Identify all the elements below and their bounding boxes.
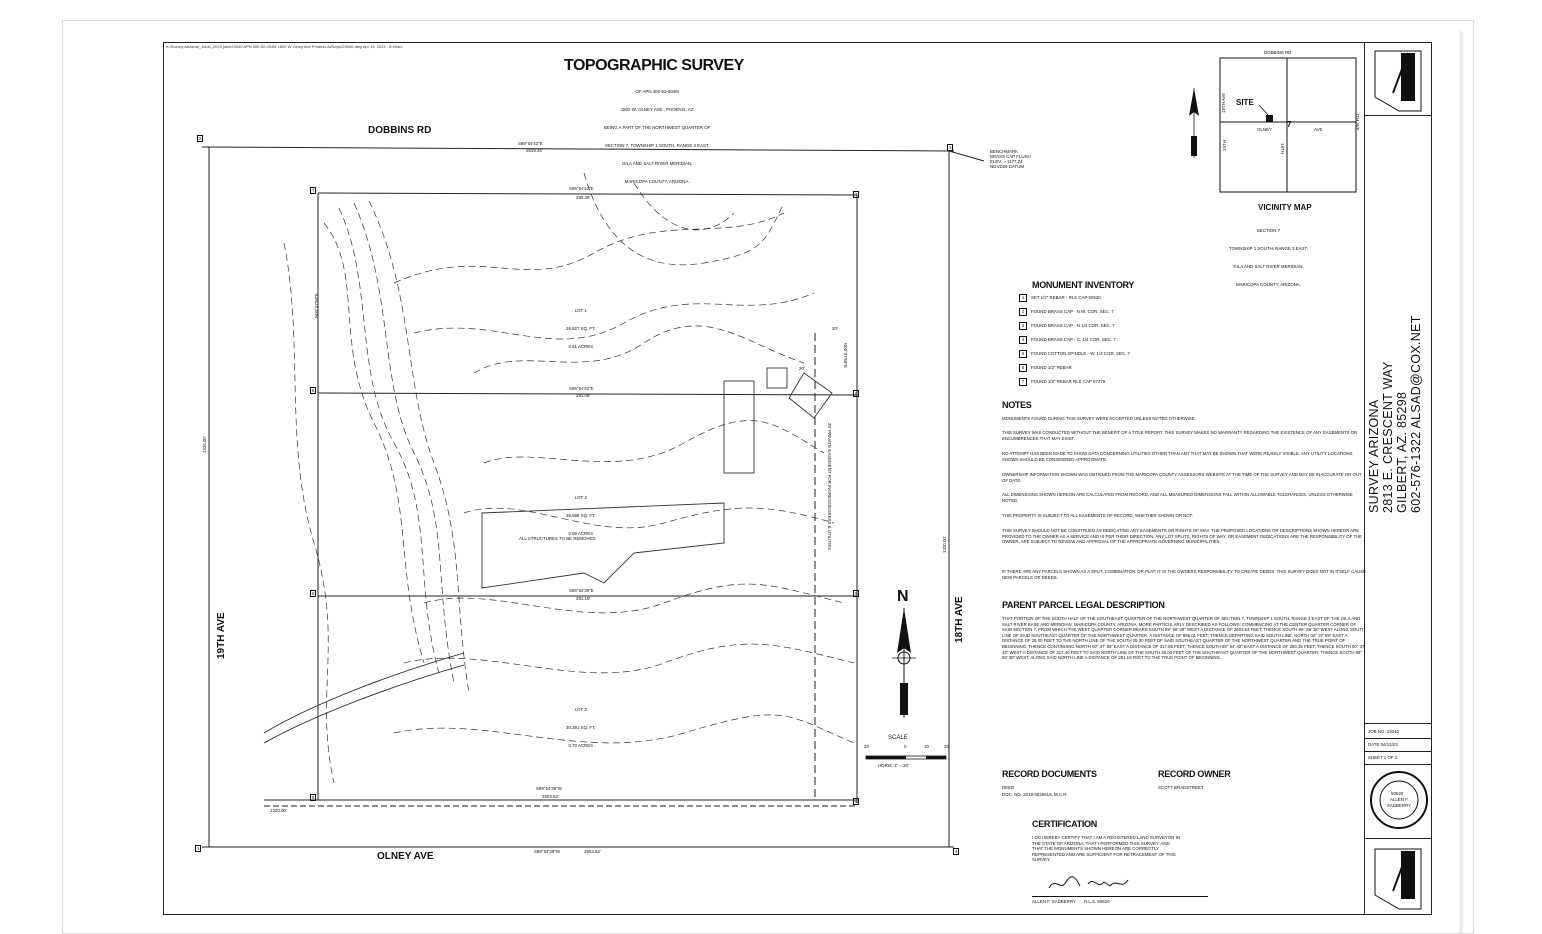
note-paragraph: MONUMENTS FOUND DURING THIS SURVEY WERE ACCEPTED UNLESS NOTED OTHERWISE. bbox=[1002, 416, 1196, 421]
monument-marker: 5 bbox=[312, 591, 315, 596]
lot-2-name: LOT 2 bbox=[574, 495, 587, 500]
benchmark-note bbox=[990, 149, 1031, 169]
mid-bearing: S89°54'42"E bbox=[569, 386, 594, 391]
file-path-header: X:\Survey Arizona\_Jobs\_2023 jobs\23040 APN 300-52-004M 1802 W Olney Ave Phoenix AZ\topo\23040.dwg Apr 13, 2023 - 8:49am bbox=[166, 44, 403, 49]
company-address: 2813 E. CRESCENT WAY bbox=[1381, 361, 1395, 513]
corner-label: 3 bbox=[949, 145, 952, 150]
scale-label: HORIZ: 1" = 20' bbox=[878, 763, 909, 768]
subtitle-line: 1802 W. OLNEY AVE., PHOENIX, AZ bbox=[620, 107, 694, 112]
lot-3-label bbox=[566, 695, 596, 761]
monument-number: 5 bbox=[1019, 350, 1027, 358]
subtitle-line: GILA AND SALT RIVER MERIDIAN, bbox=[621, 161, 693, 166]
note-paragraph: THIS PROPERTY IS SUBJECT TO ALL EASEMENTS OF RECORD, WHETHER SHOWN OR NOT. bbox=[1002, 513, 1193, 518]
seal-name-last: SADBERRY bbox=[1387, 803, 1412, 808]
monument-marker: 5 bbox=[855, 591, 858, 596]
subtitle-line: MARICOPA COUNTY, ARIZONA. bbox=[624, 179, 690, 184]
east-dimension: 1320.00' bbox=[942, 536, 947, 553]
vicinity-caption bbox=[1229, 216, 1308, 300]
structures-note: ALL STRUCTURES TO BE REMOVED bbox=[519, 536, 596, 541]
arizona-logo-bottom bbox=[1369, 843, 1429, 911]
scale-title: SCALE bbox=[888, 735, 908, 741]
arizona-logo-top bbox=[1369, 45, 1429, 113]
road-name-north: DOBBINS RD bbox=[368, 125, 432, 136]
scale-tick: 20 bbox=[864, 744, 869, 749]
benchmark-line: BENCHMARK bbox=[990, 149, 1019, 154]
certification-line: I DO HEREBY CERTIFY THAT I AM A REGISTERED LAND SURVEYOR IN bbox=[1032, 835, 1181, 840]
lower-distance: 281.19' bbox=[576, 596, 591, 601]
certification-line: REPRESENTED AND ARE SUFFICIENT FOR RETRACEMENT OF THIS bbox=[1032, 851, 1176, 857]
north-section-line bbox=[202, 147, 954, 151]
title-block-divider bbox=[1365, 764, 1432, 765]
record-owner-title: RECORD OWNER bbox=[1158, 769, 1231, 779]
subtitle-line: BEING A PART OF THE NORTHWEST QUARTER OF bbox=[604, 125, 711, 130]
lot-1-label bbox=[566, 296, 596, 362]
road-name-west: 19TH AVE bbox=[216, 612, 227, 659]
monument-marker: 6 bbox=[855, 799, 858, 804]
west-bearing: N00°37'59"E bbox=[314, 293, 319, 318]
note-paragraph: IF THERE ARE ANY PARCELS SHOWN AS A SPLIT, COMBINATION, OR PLAT, IT IS THE OWNERS RESPONSIBILITY TO CREATE DEEDS. THIS SURVEY DOES NOT IN ITSELF CAUSE NEW PARCELS OR DEEDS. bbox=[1002, 569, 1366, 580]
seal-name-first: ALLEN F. bbox=[1390, 797, 1409, 802]
seal-number: 50620 bbox=[1391, 791, 1404, 796]
road-name-south: OLNEY AVE bbox=[377, 851, 434, 862]
signature-line bbox=[1032, 896, 1208, 897]
vicinity-road-mid-right: AVE bbox=[1314, 127, 1323, 132]
certification-text bbox=[1032, 835, 1180, 863]
monument-number: 1 bbox=[1019, 294, 1027, 302]
street-distance-bottom: 2603.53' bbox=[584, 849, 601, 854]
top-distance: 280.35' bbox=[576, 195, 591, 200]
vicinity-caption-line: MARICOPA COUNTY, ARIZONA. bbox=[1235, 282, 1301, 287]
monument-item bbox=[1019, 364, 1072, 372]
street-bearing-top: S89°54'42"E bbox=[518, 141, 543, 146]
lot-3-name: LOT 3 bbox=[574, 707, 587, 712]
company-name: SURVEY ARIZONA bbox=[1367, 399, 1381, 513]
notes-title: NOTES bbox=[1002, 400, 1032, 410]
benchmark-line: BRASS CAP FLUSH bbox=[990, 154, 1031, 159]
monument-number: 7 bbox=[1019, 378, 1027, 386]
monument-text: FOUND COTTON SPINDLE - W. 1/4 COR. SEC. 7 bbox=[1031, 351, 1130, 357]
lot-1-acres: 0.61 ACRES bbox=[568, 344, 594, 349]
monument-item bbox=[1019, 350, 1130, 358]
company-block bbox=[1367, 315, 1423, 513]
record-documents-line: DOC. NO. 2018-0526619, M.C.R. bbox=[1002, 792, 1068, 797]
monument-number: 2 bbox=[1019, 308, 1027, 316]
note-paragraph: OWNERSHIP INFORMATION SHOWN WAS OBTAINED FROM THE MARICOPA COUNTY ASSESSORS WEBSITE AT THE TIME OF THE SURVEY AND MAY BE INACCURATE OR OUT OF DATE. bbox=[1002, 472, 1362, 483]
note-paragraph: NO ATTEMPT HAS BEEN MADE TO SHOW DATA CONCERNING UTILITIES OTHER THAN ANY THAT MAY BE SHOWN THAT WERE READILY VISIBLE. ANY UTILITY LOCATIONS SHOWN SHOULD BE CONSIDERED APPROXIMATE. bbox=[1002, 451, 1353, 462]
title-block-divider bbox=[1365, 751, 1432, 752]
scale-tick: 10 bbox=[924, 744, 929, 749]
title-block-divider bbox=[1365, 723, 1432, 724]
survey-sheet bbox=[163, 42, 1432, 915]
record-documents-line: DEED bbox=[1002, 785, 1015, 790]
note-paragraph: ALL DIMENSIONS SHOWN HEREON ARE CALCULATED FROM RECORD, AND ALL MEASURED DIMENSIONS FALL WITHIN ALLOWABLE TOLERANCES, UNLESS OTHERWISE NOTED. bbox=[1002, 492, 1353, 503]
lot-3-area: 30,391 SQ. FT. bbox=[566, 725, 596, 730]
lot-2-area: 38,698 SQ. FT. bbox=[566, 513, 596, 518]
certification-line: THE STATE OF ARIZONA, THAT I PERFORMED THIS SURVEY, AND bbox=[1032, 840, 1170, 846]
vicinity-road-lower-left: 19TH bbox=[1222, 140, 1227, 151]
bottom-bearing: S89°54'39"W bbox=[536, 786, 562, 791]
monument-marker: 7 bbox=[312, 188, 315, 193]
vicinity-section-number: 7 bbox=[1287, 120, 1292, 129]
monument-number: 4 bbox=[1019, 336, 1027, 344]
vicinity-caption-line: TOWNSHIP 1 SOUTH, RANGE 3 EAST, bbox=[1229, 246, 1308, 251]
monument-text: FOUND 1/2" REBAR RLS CAP 57279 bbox=[1031, 379, 1106, 385]
vicinity-road-right: 7TH AVE bbox=[1355, 113, 1360, 131]
north-arrow-icon bbox=[892, 608, 916, 718]
benchmark-line: NGVD29 DATUM bbox=[990, 164, 1025, 169]
street-distance-top: 2619.34' bbox=[526, 148, 543, 153]
vicinity-caption-line: SECTION 7 bbox=[1256, 228, 1281, 233]
vicinity-road-left: 19TH AVE bbox=[1221, 92, 1226, 113]
title-block-divider bbox=[1365, 115, 1432, 116]
company-contact: 602-576-1322 ALSAD@COX.NET bbox=[1409, 315, 1423, 513]
corner-label: 1 bbox=[197, 846, 200, 851]
left-bottom-dim: 1320.00' bbox=[270, 808, 287, 813]
scale-tick: 0 bbox=[904, 744, 907, 749]
monument-marker: 6 bbox=[855, 391, 858, 396]
record-documents-title: RECORD DOCUMENTS bbox=[1002, 769, 1097, 779]
monument-item bbox=[1019, 322, 1115, 330]
corner-label: 4 bbox=[955, 849, 958, 854]
top-bearing: S89°54'42"E bbox=[569, 186, 594, 191]
subtitle-line: OF APN 300-52-004M bbox=[635, 89, 679, 94]
page-title: TOPOGRAPHIC SURVEY bbox=[564, 57, 744, 74]
sheet-number: SHEET 1 OF 1 bbox=[1368, 755, 1398, 760]
bottom-distance: 2603.53' bbox=[542, 794, 559, 799]
scale-tick: 20 bbox=[944, 744, 949, 749]
monument-item bbox=[1019, 336, 1116, 344]
certification-line: SURVEY. bbox=[1032, 857, 1051, 863]
dim-20a: 20' bbox=[832, 326, 838, 331]
road-name-east: 18TH AVE bbox=[954, 596, 965, 643]
legal-description-text: THAT PORTION OF THE SOUTH HALF OF THE SOUTHEAST QUARTER OF THE NORTHWEST QUARTER OF SECTION 7, TOWNSHIP 1 SOUTH, RANGE 3 EAST OF THE GILA AND SALT RIVER BASE AND MERIDIAN, MARICOPA COUNTY, ARIZONA, MORE PARTICULARLY DESCRIBED AS FOLLOWS: COMMENCING AT THE CENTER QUARTER CORNER OF SAID SECTION 7, FROM WHICH THE WEST QUARTER CORNER BEARS SOUTH 89° 58' 38" WEST A DISTANCE OF 2603.53 FEET; THENCE SOUTH 89° 58' 38" WEST ALONG SOUTH LINE OF SAID SOUTHEAST QUARTER OF THE NORTHWEST QUARTER, A DISTANCE OF 885.01 FEET; THENCE DEPARTING SAID SOUTH LINE, NORTH 00° 37' 59" EAST A DISTANCE OF 25.00 FEET TO THE NORTH LINE OF THE SOUTH 25.00 FEET OF SAID SOUTHEAST QUARTER OF THE NORTHWEST QUARTER AND THE TRUE POINT OF BEGINNING; THENCE CONTINUING NORTH 00° 37' 59" EAST A DISTANCE OF 317.85 FEET; THENCE SOUTH 89° 54' 42" EAST A DISTANCE OF 280.35 FEET; THENCE SOUTH 00° 37' 32" WEST A DISTANCE OF 317.40 FEET TO SAID NORTH LINE OF THE SOUTH 25.00 FEET OF THE SOUTHEAST QUARTER OF THE NORTHWEST QUARTER; THENCE SOUTH 89° 58' 38" WEST, ALONG SAID NORTH LINE A DISTANCE OF 281.19 FEET TO THE TRUE POINT OF BEGINNING. bbox=[1002, 616, 1366, 661]
corner-label: 2 bbox=[199, 136, 202, 141]
monument-item bbox=[1019, 378, 1105, 386]
easement-label: 20' PRIVATE EASEMENT FOR INGRESS/EGRESS & UTILITIES bbox=[827, 423, 832, 551]
contour-lines bbox=[284, 173, 854, 783]
lot-2-acres: 0.89 ACRES bbox=[568, 531, 594, 536]
east-bearing: N00°37'59"E bbox=[843, 343, 848, 368]
monument-text: FOUND BRASS CAP - N.W. COR. SEC. 7 bbox=[1031, 309, 1114, 315]
monument-text: FOUND BRASS CAP - N 1/4 COR. SEC. 7 bbox=[1031, 323, 1115, 329]
subtitle-line: SECTION 7, TOWNSHIP 1 SOUTH, RANGE 3 EAST, bbox=[604, 143, 710, 148]
vicinity-map-title: VICINITY MAP bbox=[1258, 203, 1312, 212]
scale-bar bbox=[864, 750, 954, 764]
sheet-date: DATE 04/12/23 bbox=[1368, 742, 1398, 747]
title-block-divider bbox=[1365, 738, 1432, 739]
company-city: GILBERT, AZ. 85298 bbox=[1395, 391, 1409, 513]
monument-marker: 6 bbox=[312, 388, 315, 393]
signature-image bbox=[1044, 872, 1154, 894]
benchmark-line: ELEV. = 1177.24 bbox=[990, 159, 1023, 164]
structures bbox=[482, 368, 832, 588]
lot-1-name: LOT 1 bbox=[574, 308, 587, 313]
west-dimension: 1320.00' bbox=[202, 436, 207, 453]
monument-marker: 7 bbox=[855, 192, 858, 197]
certification-title: CERTIFICATION bbox=[1032, 819, 1097, 829]
lower-bearing: S89°54'39"E bbox=[569, 588, 594, 593]
title-block bbox=[1364, 43, 1432, 914]
legal-description-title: PARENT PARCEL LEGAL DESCRIPTION bbox=[1002, 600, 1165, 610]
job-number: JOB NO. 23040 bbox=[1368, 729, 1399, 734]
monument-item bbox=[1019, 294, 1101, 302]
monument-text: FOUND BRASS CAP - C. 1/4 COR. SEC. 7 bbox=[1031, 337, 1116, 343]
certification-rls: R.L.S. 50620 bbox=[1084, 899, 1110, 904]
lot-1-area: 26,827 SQ. FT. bbox=[566, 326, 596, 331]
vicinity-road-top: DOBBINS RD bbox=[1264, 50, 1292, 55]
vicinity-road-mid-left: OLNEY bbox=[1257, 127, 1272, 132]
monument-item bbox=[1019, 308, 1114, 316]
note-paragraph: THIS SURVEY WAS CONDUCTED WITHOUT THE BENEFIT OF A TITLE REPORT. THIS SURVEY MAKES NO WARRANTY REGARDING THE EXISTENCE OF ANY EASEMENTS OR ENCUMBRENCES THAT MAY EXIST. bbox=[1002, 430, 1358, 441]
vicinity-site-label: SITE bbox=[1236, 98, 1254, 107]
certification-signer: ALLEN F. SADBERRY bbox=[1032, 899, 1076, 904]
monument-number: 6 bbox=[1019, 364, 1027, 372]
vicinity-caption-line: GILA AND SALT RIVER MERIDIAN, bbox=[1233, 264, 1304, 269]
vicinity-north-arrow-icon bbox=[1187, 88, 1201, 158]
north-arrow-letter: N bbox=[897, 588, 909, 605]
monument-number: 3 bbox=[1019, 322, 1027, 330]
monument-text: SET 1/2" REBAR - RLS CAP 50620 bbox=[1031, 295, 1101, 301]
street-bearing-bottom: S89°54'39"W bbox=[534, 849, 560, 854]
title-block-divider bbox=[1365, 838, 1432, 839]
monument-inventory-title: MONUMENT INVENTORY bbox=[1032, 280, 1135, 290]
certification-line: THAT THE MONUMENTS SHOWN HEREON ARE CORRECTLY bbox=[1032, 846, 1160, 852]
vicinity-road-lower-right: 19TH bbox=[1280, 143, 1285, 154]
monument-text: FOUND 1/2" REBAR bbox=[1031, 365, 1072, 371]
lot-3-acres: 0.70 ACRES bbox=[568, 743, 594, 748]
mid-distance: 281.08' bbox=[576, 393, 591, 398]
note-paragraph: THIS SURVEY SHOULD NOT BE CONSTRUED AS DEDICATING ANY EASEMENTS OR RIGHTS OF WAY. THE PROPOSED LOCATIONS OR DESCRIPTIONS SHOWN HEREON ARE PROVIDED TO THE OWNER AS A SERVICE AND IS PER THEIR DIRECTION. ANY LOT SPLITS, RIGHTS OF WAY, OR EASEMENT DEDICATIONS ARE THE RESPONSIBILITY OF THE OWNER, ARE SUBJECT TO REVIEW AND APPROVAL OF THE APPROPRIATE GOVERNING MUNICIPALITIES. bbox=[1002, 528, 1362, 545]
monument-marker: 6 bbox=[312, 795, 315, 800]
dim-20b: 20' bbox=[799, 366, 805, 371]
record-owner-line: SCOTT BRADSTREET bbox=[1158, 785, 1204, 790]
